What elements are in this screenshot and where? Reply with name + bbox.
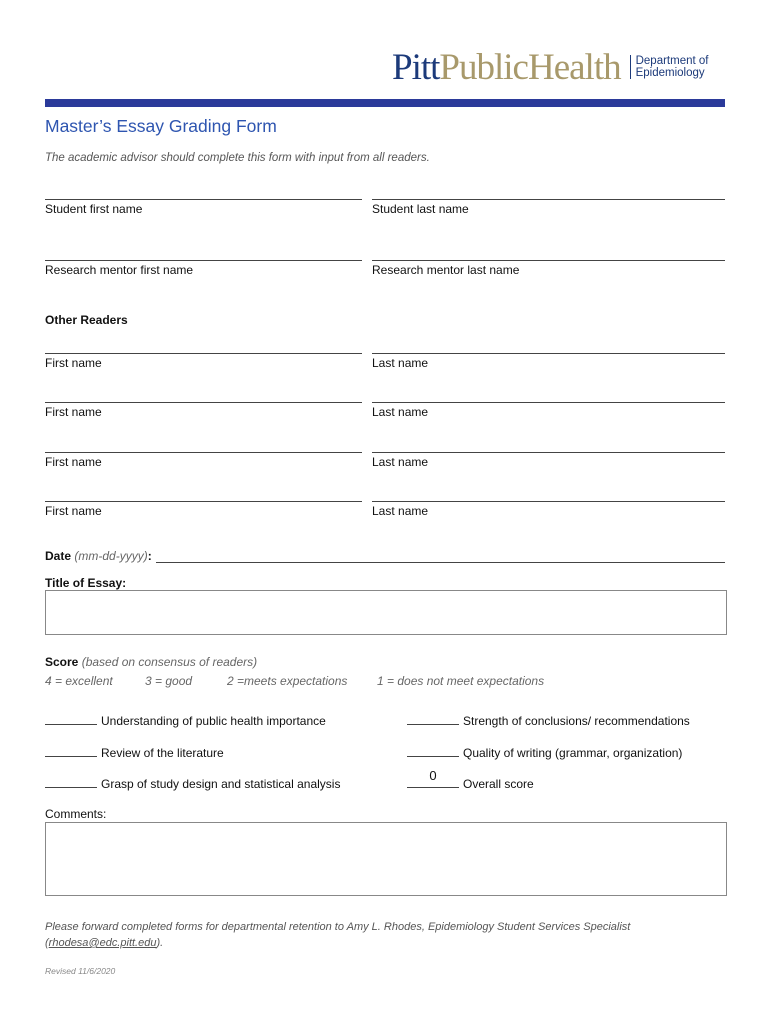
essay-title-label: Title of Essay: [45,576,127,590]
scale-1: 1 = does not meet expectations [377,674,545,688]
score-label-text: Score [45,655,79,669]
score-blank[interactable] [45,713,97,725]
reader-last-label: Last name [372,455,429,469]
score-blank[interactable] [45,745,97,757]
criterion-label: Overall score [463,777,534,791]
overall-score-value: 0 [429,768,437,783]
student-last-label: Student last name [372,202,469,216]
overall-score-field[interactable] [407,768,459,788]
mentor-first-field[interactable] [45,260,362,261]
score-blank[interactable] [407,745,459,757]
mentor-last-field[interactable] [372,260,725,261]
mentor-first-label: Research mentor first name [45,263,194,277]
reader-first-field[interactable] [45,452,362,453]
reader-first-label: First name [45,504,102,518]
date-field[interactable] [156,562,725,563]
mentor-last-label: Research mentor last name [372,263,520,277]
reader-first-label: First name [45,405,102,419]
footer-text: Please forward completed forms for departmental retention to Amy L. Rhodes, Epidemiology Student Services Specialist [45,921,631,933]
criterion-label: Review of the literature [101,746,224,760]
footer-email-link[interactable]: rhodesa@edc.pitt.edu [48,937,157,949]
criterion-row [407,745,682,760]
reader-first-label: First name [45,455,102,469]
student-first-label: Student first name [45,202,143,216]
essay-title-label-text: Title of Essay [45,576,123,590]
reader-last-field[interactable] [372,501,725,502]
criterion-row [45,745,224,760]
logo-pitt: Pitt [392,46,440,88]
score-blank[interactable] [45,776,97,788]
score-label [45,655,257,669]
logo-department [630,55,709,79]
criterion-label: Quality of writing (grammar, organization) [463,746,683,760]
reader-first-label: First name [45,356,102,370]
student-first-field[interactable] [45,199,362,200]
logo-public-health: PublicHealth [439,46,621,88]
date-hint: (mm-dd-yyyy) [74,549,148,563]
criterion-row [407,713,690,728]
scale-2: 2 =meets expectations [227,674,348,688]
criterion-label: Grasp of study design and statistical analysis [101,777,341,791]
criterion-label: Understanding of public health importance [101,714,326,728]
footer-note: Please forward completed forms for departmental retention to Amy L. Rhodes, Epidemiology Student Services Specialist (rhodesa@edc.pitt.edu). [45,921,631,949]
comments-label: Comments: [45,807,107,821]
reader-last-label: Last name [372,405,429,419]
criterion-row [45,713,326,728]
dept-line2: Epidemiology [635,67,705,79]
reader-first-field[interactable] [45,501,362,502]
header-rule [45,99,725,107]
date-label: Date (mm-dd-yyyy): [45,549,152,563]
reader-first-field[interactable] [45,353,362,354]
criterion-row [407,768,534,791]
scale-4: 4 = excellent [45,674,113,688]
reader-last-field[interactable] [372,353,725,354]
score-blank[interactable] [407,713,459,725]
reader-last-field[interactable] [372,402,725,403]
scale-3: 3 = good [145,674,193,688]
reader-last-label: Last name [372,504,429,518]
date-label-text: Date [45,549,72,563]
other-readers-heading: Other Readers [45,313,128,327]
logo [392,44,708,90]
criterion-label: Strength of conclusions/ recommendations [463,714,690,728]
dept-line1: Department of [635,55,709,67]
page-title: Master’s Essay Grading Form [45,116,277,136]
reader-last-label: Last name [372,356,429,370]
reader-first-field[interactable] [45,402,362,403]
student-last-field[interactable] [372,199,725,200]
intro-text: The academic advisor should complete this form with input from all readers. [45,152,430,164]
score-hint: (based on consensus of readers) [81,655,258,669]
criterion-row [45,776,340,791]
comments-input[interactable] [45,822,727,896]
essay-title-input[interactable] [45,590,727,635]
reader-last-field[interactable] [372,452,725,453]
revised-date: Revised 11/6/2020 [45,966,116,976]
